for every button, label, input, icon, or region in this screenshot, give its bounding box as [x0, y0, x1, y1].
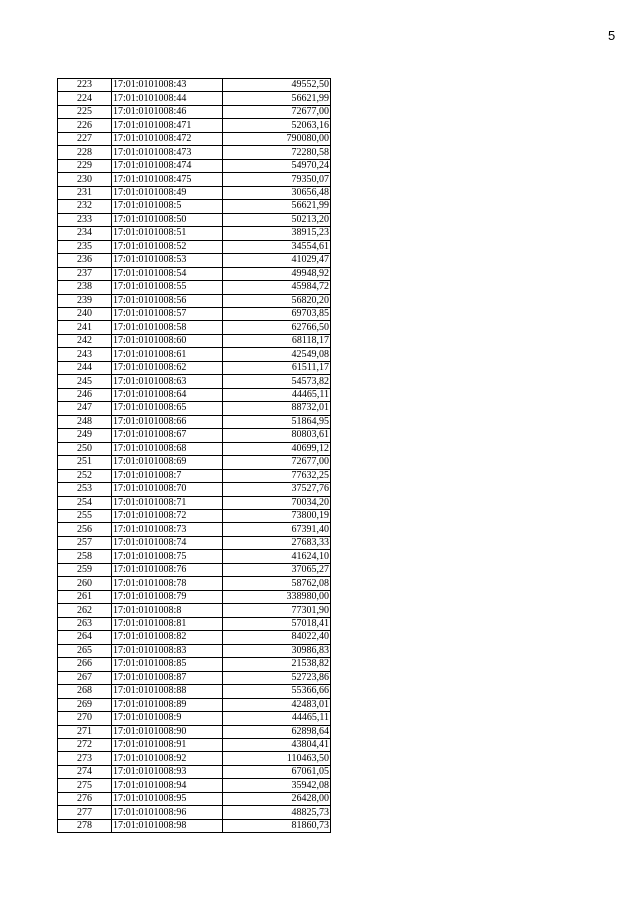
table-row [58, 334, 331, 347]
value-cell: 26428,00 [223, 792, 331, 805]
row-number-cell: 232 [58, 200, 112, 213]
value-cell: 338980,00 [223, 590, 331, 603]
table-row [58, 738, 331, 751]
row-number-cell: 267 [58, 671, 112, 684]
value-cell: 56820,20 [223, 294, 331, 307]
value-cell: 30986,83 [223, 644, 331, 657]
table-row [58, 119, 331, 132]
value-cell: 67391,40 [223, 523, 331, 536]
table-row [58, 671, 331, 684]
table-row [58, 712, 331, 725]
cadastral-number-cell: 17:01:0101008:69 [112, 456, 223, 469]
row-number-cell: 252 [58, 469, 112, 482]
table-row [58, 563, 331, 576]
row-number-cell: 258 [58, 550, 112, 563]
cadastral-number-cell: 17:01:0101008:5 [112, 200, 223, 213]
row-number-cell: 259 [58, 563, 112, 576]
value-cell: 54970,24 [223, 159, 331, 172]
cadastral-number-cell: 17:01:0101008:91 [112, 738, 223, 751]
table-row [58, 267, 331, 280]
row-number-cell: 273 [58, 752, 112, 765]
value-cell: 790080,00 [223, 132, 331, 145]
table-row [58, 402, 331, 415]
row-number-cell: 254 [58, 496, 112, 509]
value-cell: 34554,61 [223, 240, 331, 253]
value-cell: 77301,90 [223, 604, 331, 617]
cadastral-number-cell: 17:01:0101008:46 [112, 105, 223, 118]
row-number-cell: 266 [58, 658, 112, 671]
cadastral-number-cell: 17:01:0101008:96 [112, 806, 223, 819]
table-row [58, 361, 331, 374]
cadastral-number-cell: 17:01:0101008:85 [112, 658, 223, 671]
value-cell: 70034,20 [223, 496, 331, 509]
table-row [58, 590, 331, 603]
row-number-cell: 239 [58, 294, 112, 307]
value-cell: 41624,10 [223, 550, 331, 563]
row-number-cell: 263 [58, 617, 112, 630]
cadastral-value-table [57, 78, 331, 833]
cadastral-number-cell: 17:01:0101008:51 [112, 227, 223, 240]
cadastral-number-cell: 17:01:0101008:72 [112, 510, 223, 523]
value-cell: 48825,73 [223, 806, 331, 819]
row-number-cell: 277 [58, 806, 112, 819]
table-row [58, 631, 331, 644]
row-number-cell: 245 [58, 375, 112, 388]
cadastral-number-cell: 17:01:0101008:473 [112, 146, 223, 159]
cadastral-number-cell: 17:01:0101008:57 [112, 307, 223, 320]
row-number-cell: 223 [58, 79, 112, 92]
page-number: 5 [608, 28, 616, 43]
table-row [58, 819, 331, 832]
cadastral-number-cell: 17:01:0101008:82 [112, 631, 223, 644]
row-number-cell: 257 [58, 536, 112, 549]
table-row [58, 483, 331, 496]
value-cell: 45984,72 [223, 281, 331, 294]
value-cell: 40699,12 [223, 442, 331, 455]
table-row [58, 806, 331, 819]
cadastral-number-cell: 17:01:0101008:94 [112, 779, 223, 792]
value-cell: 52723,86 [223, 671, 331, 684]
cadastral-number-cell: 17:01:0101008:62 [112, 361, 223, 374]
cadastral-number-cell: 17:01:0101008:56 [112, 294, 223, 307]
row-number-cell: 237 [58, 267, 112, 280]
value-cell: 79350,07 [223, 173, 331, 186]
table-row [58, 469, 331, 482]
table-row [58, 307, 331, 320]
value-cell: 54573,82 [223, 375, 331, 388]
cadastral-number-cell: 17:01:0101008:88 [112, 685, 223, 698]
value-cell: 80803,61 [223, 429, 331, 442]
table-row [58, 294, 331, 307]
cadastral-number-cell: 17:01:0101008:64 [112, 388, 223, 401]
table-row [58, 105, 331, 118]
row-number-cell: 226 [58, 119, 112, 132]
value-cell: 77632,25 [223, 469, 331, 482]
cadastral-number-cell: 17:01:0101008:472 [112, 132, 223, 145]
cadastral-number-cell: 17:01:0101008:8 [112, 604, 223, 617]
cadastral-number-cell: 17:01:0101008:63 [112, 375, 223, 388]
row-number-cell: 234 [58, 227, 112, 240]
table-row [58, 698, 331, 711]
row-number-cell: 229 [58, 159, 112, 172]
table-row [58, 510, 331, 523]
cadastral-number-cell: 17:01:0101008:52 [112, 240, 223, 253]
cadastral-number-cell: 17:01:0101008:70 [112, 483, 223, 496]
row-number-cell: 227 [58, 132, 112, 145]
cadastral-number-cell: 17:01:0101008:67 [112, 429, 223, 442]
table-row [58, 173, 331, 186]
row-number-cell: 231 [58, 186, 112, 199]
table-row [58, 186, 331, 199]
table-row [58, 725, 331, 738]
value-cell: 51864,95 [223, 415, 331, 428]
value-cell: 35942,08 [223, 779, 331, 792]
row-number-cell: 225 [58, 105, 112, 118]
value-cell: 27683,33 [223, 536, 331, 549]
table-row [58, 227, 331, 240]
row-number-cell: 238 [58, 281, 112, 294]
cadastral-number-cell: 17:01:0101008:93 [112, 765, 223, 778]
value-cell: 44465,11 [223, 388, 331, 401]
cadastral-number-cell: 17:01:0101008:58 [112, 321, 223, 334]
cadastral-number-cell: 17:01:0101008:79 [112, 590, 223, 603]
row-number-cell: 236 [58, 254, 112, 267]
row-number-cell: 249 [58, 429, 112, 442]
value-cell: 55366,66 [223, 685, 331, 698]
row-number-cell: 262 [58, 604, 112, 617]
table-row [58, 523, 331, 536]
row-number-cell: 253 [58, 483, 112, 496]
cadastral-number-cell: 17:01:0101008:78 [112, 577, 223, 590]
table-row [58, 159, 331, 172]
cadastral-number-cell: 17:01:0101008:76 [112, 563, 223, 576]
row-number-cell: 261 [58, 590, 112, 603]
row-number-cell: 275 [58, 779, 112, 792]
value-cell: 67061,05 [223, 765, 331, 778]
value-cell: 42549,08 [223, 348, 331, 361]
cadastral-number-cell: 17:01:0101008:474 [112, 159, 223, 172]
table-row [58, 92, 331, 105]
table-row [58, 146, 331, 159]
row-number-cell: 270 [58, 712, 112, 725]
cadastral-number-cell: 17:01:0101008:44 [112, 92, 223, 105]
row-number-cell: 264 [58, 631, 112, 644]
table-row [58, 536, 331, 549]
value-cell: 50213,20 [223, 213, 331, 226]
table-row [58, 752, 331, 765]
value-cell: 56621,99 [223, 92, 331, 105]
value-cell: 84022,40 [223, 631, 331, 644]
cadastral-number-cell: 17:01:0101008:7 [112, 469, 223, 482]
table-row [58, 254, 331, 267]
table-row [58, 442, 331, 455]
row-number-cell: 260 [58, 577, 112, 590]
cadastral-number-cell: 17:01:0101008:83 [112, 644, 223, 657]
table-row [58, 132, 331, 145]
value-cell: 72677,00 [223, 105, 331, 118]
cadastral-number-cell: 17:01:0101008:61 [112, 348, 223, 361]
row-number-cell: 255 [58, 510, 112, 523]
cadastral-number-cell: 17:01:0101008:53 [112, 254, 223, 267]
row-number-cell: 230 [58, 173, 112, 186]
table-row [58, 685, 331, 698]
value-cell: 43804,41 [223, 738, 331, 751]
row-number-cell: 248 [58, 415, 112, 428]
value-cell: 42483,01 [223, 698, 331, 711]
table-row [58, 200, 331, 213]
value-cell: 49948,92 [223, 267, 331, 280]
cadastral-number-cell: 17:01:0101008:73 [112, 523, 223, 536]
value-cell: 72677,00 [223, 456, 331, 469]
row-number-cell: 274 [58, 765, 112, 778]
value-cell: 68118,17 [223, 334, 331, 347]
cadastral-number-cell: 17:01:0101008:66 [112, 415, 223, 428]
row-number-cell: 241 [58, 321, 112, 334]
table-row [58, 496, 331, 509]
row-number-cell: 246 [58, 388, 112, 401]
table-row [58, 779, 331, 792]
cadastral-number-cell: 17:01:0101008:75 [112, 550, 223, 563]
table-row [58, 213, 331, 226]
row-number-cell: 272 [58, 738, 112, 751]
table-row [58, 644, 331, 657]
table-row [58, 550, 331, 563]
row-number-cell: 269 [58, 698, 112, 711]
cadastral-number-cell: 17:01:0101008:49 [112, 186, 223, 199]
value-cell: 56621,99 [223, 200, 331, 213]
table-row [58, 348, 331, 361]
table-row [58, 765, 331, 778]
table-row [58, 658, 331, 671]
value-cell: 58762,08 [223, 577, 331, 590]
table-row [58, 321, 331, 334]
row-number-cell: 256 [58, 523, 112, 536]
cadastral-number-cell: 17:01:0101008:95 [112, 792, 223, 805]
table-row [58, 604, 331, 617]
value-cell: 49552,50 [223, 79, 331, 92]
row-number-cell: 243 [58, 348, 112, 361]
row-number-cell: 276 [58, 792, 112, 805]
row-number-cell: 235 [58, 240, 112, 253]
row-number-cell: 278 [58, 819, 112, 832]
value-cell: 72280,58 [223, 146, 331, 159]
row-number-cell: 271 [58, 725, 112, 738]
cadastral-number-cell: 17:01:0101008:81 [112, 617, 223, 630]
value-cell: 41029,47 [223, 254, 331, 267]
table-body [58, 79, 331, 833]
cadastral-number-cell: 17:01:0101008:43 [112, 79, 223, 92]
table-row [58, 240, 331, 253]
row-number-cell: 224 [58, 92, 112, 105]
value-cell: 61511,17 [223, 361, 331, 374]
row-number-cell: 251 [58, 456, 112, 469]
table-row [58, 577, 331, 590]
cadastral-number-cell: 17:01:0101008:92 [112, 752, 223, 765]
value-cell: 57018,41 [223, 617, 331, 630]
value-cell: 69703,85 [223, 307, 331, 320]
row-number-cell: 268 [58, 685, 112, 698]
table-row [58, 281, 331, 294]
table-row [58, 388, 331, 401]
table-row [58, 617, 331, 630]
cadastral-number-cell: 17:01:0101008:68 [112, 442, 223, 455]
cadastral-number-cell: 17:01:0101008:9 [112, 712, 223, 725]
cadastral-number-cell: 17:01:0101008:471 [112, 119, 223, 132]
cadastral-number-cell: 17:01:0101008:50 [112, 213, 223, 226]
value-cell: 38915,23 [223, 227, 331, 240]
table-row [58, 415, 331, 428]
cadastral-number-cell: 17:01:0101008:74 [112, 536, 223, 549]
value-cell: 44465,11 [223, 712, 331, 725]
value-cell: 37527,76 [223, 483, 331, 496]
row-number-cell: 244 [58, 361, 112, 374]
cadastral-number-cell: 17:01:0101008:90 [112, 725, 223, 738]
value-cell: 30656,48 [223, 186, 331, 199]
value-cell: 110463,50 [223, 752, 331, 765]
table-row [58, 375, 331, 388]
cadastral-number-cell: 17:01:0101008:55 [112, 281, 223, 294]
row-number-cell: 228 [58, 146, 112, 159]
row-number-cell: 240 [58, 307, 112, 320]
value-cell: 73800,19 [223, 510, 331, 523]
cadastral-number-cell: 17:01:0101008:54 [112, 267, 223, 280]
row-number-cell: 242 [58, 334, 112, 347]
cadastral-number-cell: 17:01:0101008:89 [112, 698, 223, 711]
cadastral-number-cell: 17:01:0101008:475 [112, 173, 223, 186]
row-number-cell: 247 [58, 402, 112, 415]
table-row [58, 79, 331, 92]
cadastral-number-cell: 17:01:0101008:71 [112, 496, 223, 509]
value-cell: 37065,27 [223, 563, 331, 576]
value-cell: 88732,01 [223, 402, 331, 415]
cadastral-number-cell: 17:01:0101008:60 [112, 334, 223, 347]
value-cell: 21538,82 [223, 658, 331, 671]
value-cell: 52063,16 [223, 119, 331, 132]
row-number-cell: 233 [58, 213, 112, 226]
cadastral-number-cell: 17:01:0101008:87 [112, 671, 223, 684]
cadastral-number-cell: 17:01:0101008:98 [112, 819, 223, 832]
value-cell: 81860,73 [223, 819, 331, 832]
table-row [58, 456, 331, 469]
table-row [58, 792, 331, 805]
row-number-cell: 250 [58, 442, 112, 455]
row-number-cell: 265 [58, 644, 112, 657]
value-cell: 62898,64 [223, 725, 331, 738]
table-row [58, 429, 331, 442]
cadastral-number-cell: 17:01:0101008:65 [112, 402, 223, 415]
value-cell: 62766,50 [223, 321, 331, 334]
